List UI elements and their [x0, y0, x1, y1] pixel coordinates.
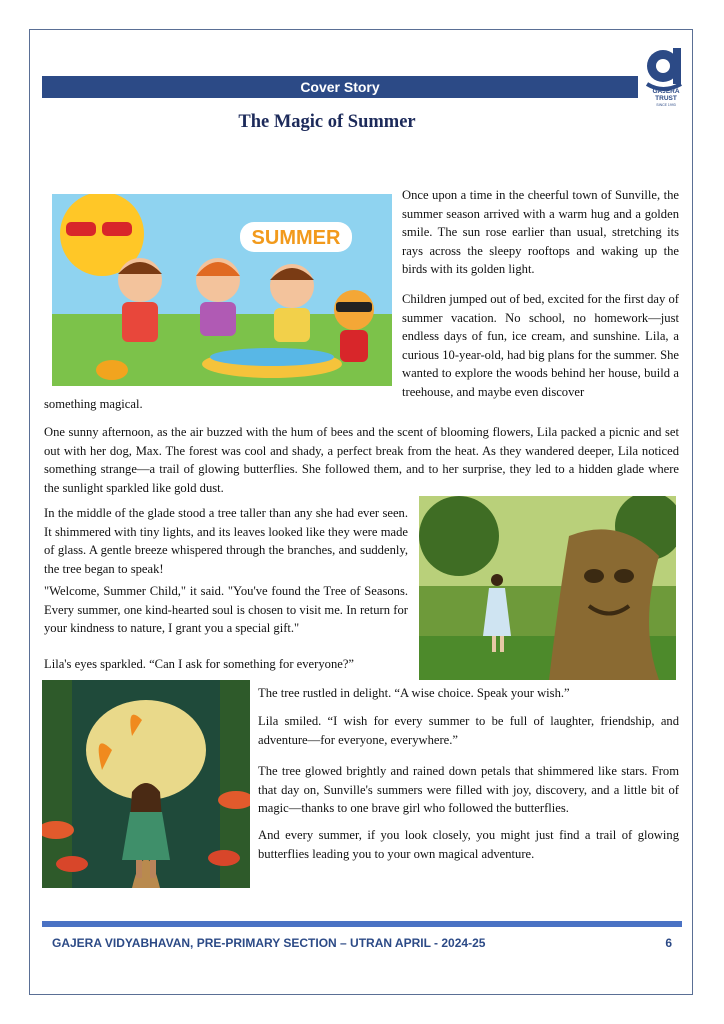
logo-tag: SINCE 1993: [656, 103, 676, 107]
paragraph-text: The tree glowed brightly and rained down petals that shimmered like stars. From that day on, Sunville's summers were filled with joy, discovery, and a little bit of magic—thanks to one brave girl who followed the butterflies.: [258, 764, 679, 816]
article-paragraph-5: [44, 582, 408, 638]
paragraph-text: And every summer, if you look closely, you might just find a trail of glowing butterflies leading you to your own magical adventure.: [258, 828, 679, 861]
paragraph-text: something magical.: [44, 397, 143, 411]
logo-text: [641, 88, 691, 109]
talking-tree-image: [419, 496, 676, 680]
paragraph-text: The tree rustled in delight. “A wise choice. Speak your wish.”: [258, 686, 570, 700]
summer-kids-image: [52, 194, 392, 386]
article-paragraph-4: [44, 504, 408, 578]
article-paragraph-9: [258, 762, 679, 818]
article-paragraph-8: [258, 712, 679, 749]
butterfly-girl-image: [42, 680, 250, 888]
article-paragraph-3: [44, 423, 679, 497]
page-number: 6: [665, 936, 672, 950]
paragraph-text: Lila smiled. “I wish for every summer to be full of laughter, friendship, and adventure—for everyone, everywhere.”: [258, 714, 679, 747]
article-paragraph-2: [402, 290, 679, 402]
article-title: The Magic of Summer: [238, 112, 416, 132]
article-paragraph-6: [44, 655, 408, 674]
article-paragraph-10: [258, 826, 679, 863]
summer-badge-text: SUMMER: [251, 227, 341, 249]
article-paragraph-7: [258, 684, 679, 703]
logo-name: GAJERA: [652, 88, 680, 95]
logo-sub: TRUST: [655, 95, 677, 102]
section-banner: Cover Story: [42, 76, 638, 98]
footer-rule: [42, 921, 682, 927]
paragraph-text: Once upon a time in the cheerful town of Sunville, the summer season arrived with a warm hug and a golden smile. The sun rose earlier than usual, stretching its rays across the sleepy rooftops and waking up the birds with its golden light.: [402, 188, 679, 277]
footer: [52, 936, 676, 950]
paragraph-text: Children jumped out of bed, excited for the first day of summer vacation. No school, no homework—just endless days of fun, ice cream, and sunshine. Lila, a curious 10-year-old, had big plans for the summer. She wanted to explore the woods behind her house, build a treehouse, and maybe even discover: [402, 292, 679, 399]
footer-text: GAJERA VIDYABHAVAN, PRE-PRIMARY SECTION – UTRAN APRIL - 2024-25: [52, 936, 486, 950]
article-paragraph-2-end: [44, 395, 444, 414]
paragraph-text: Lila's eyes sparkled. “Can I ask for something for everyone?”: [44, 657, 355, 671]
paragraph-text: "Welcome, Summer Child," it said. "You've found the Tree of Seasons. Every summer, one kind-hearted soul is chosen to visit me. In return for your kindness to nature, I grant you a special gift.": [44, 584, 408, 636]
paragraph-text: One sunny afternoon, as the air buzzed with the hum of bees and the scent of blooming flowers, Lila packed a picnic and set out with her dog, Max. The forest was cool and shady, a perfect break from the heat. As they wandered deeper, Lila noticed something strange—a trail of glowing butterflies. She followed them, and to her surprise, they led to a hidden glade where the sunlight sparkled like gold dust.: [44, 425, 679, 495]
paragraph-text: In the middle of the glade stood a tree taller than any she had ever seen. It shimmered with tiny lights, and its leaves looked like they were made of glass. A gentle breeze whispered through the branches, and suddenly, the tree began to speak!: [44, 506, 408, 576]
article-paragraph-1: [402, 186, 679, 279]
